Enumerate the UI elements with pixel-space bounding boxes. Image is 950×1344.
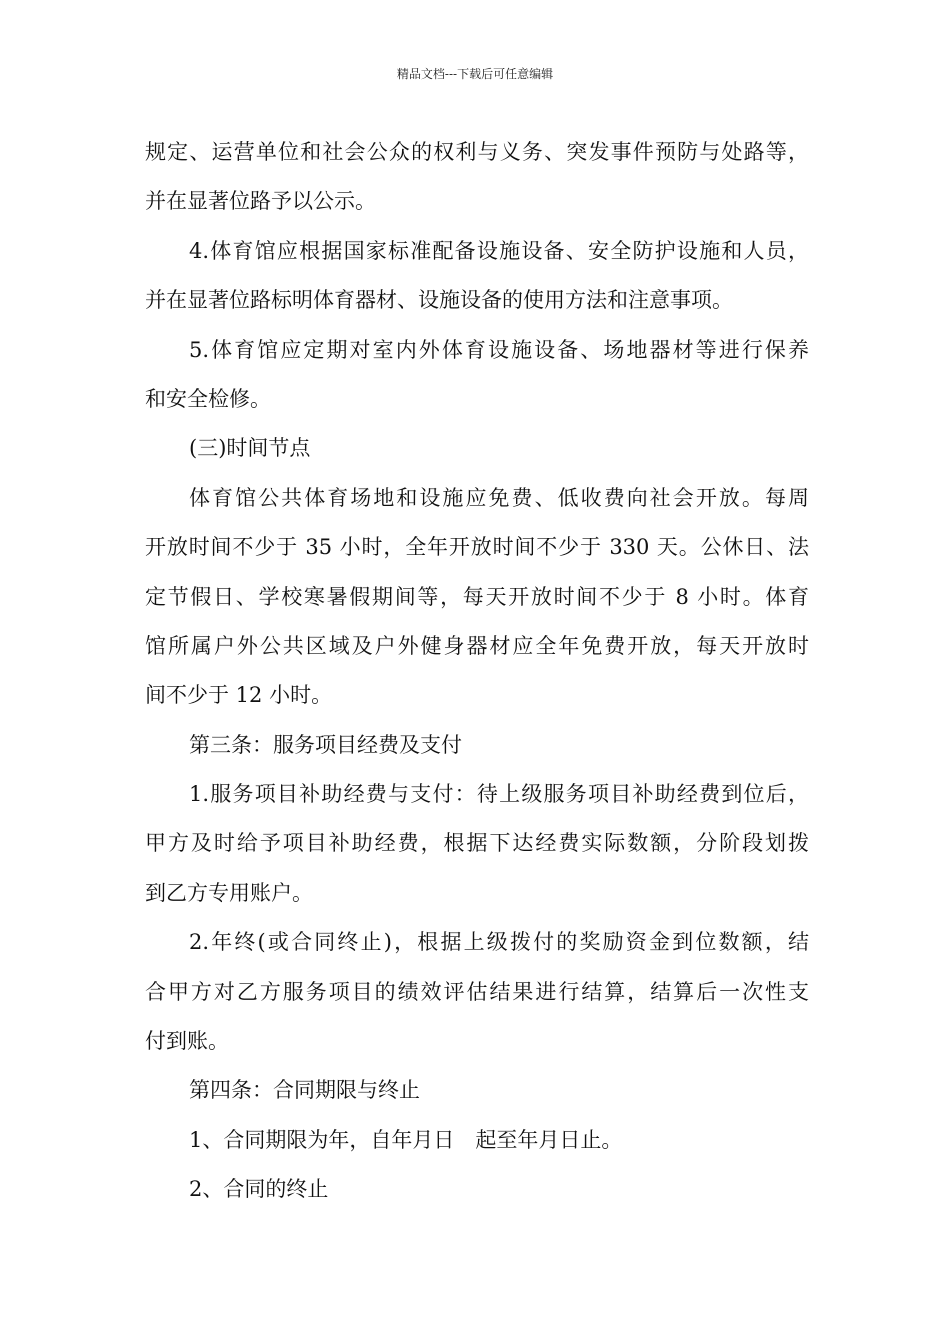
- text-line: 甲方及时给予项目补助经费，根据下达经费实际数额，分阶段划拨: [145, 831, 809, 856]
- text-line: 1.服务项目补助经费与支付：待上级服务项目补助经费到位后，: [189, 782, 809, 807]
- text-line: 体育馆公共体育场地和设施应免费、低收费向社会开放。每周: [189, 485, 809, 510]
- text-line: 1、合同期限为年，自年月日 起至年月日止。: [189, 1127, 623, 1152]
- text-line: 和安全检修。: [145, 386, 271, 411]
- text-line: 4.体育馆应根据国家标准配备设施设备、安全防护设施和人员，: [189, 238, 809, 263]
- page-header: 精品文档---下载后可任意编辑: [396, 67, 554, 81]
- text-line: 馆所属户外公共区域及户外健身器材应全年免费开放，每天开放时: [145, 633, 809, 658]
- text-line: 5.体育馆应定期对室内外体育设施设备、场地器材等进行保养: [189, 337, 809, 362]
- text-line: 合甲方对乙方服务项目的绩效评估结果进行结算，结算后一次性支: [145, 979, 809, 1004]
- text-line: 第四条：合同期限与终止: [189, 1078, 420, 1103]
- text-line: 2.年终(或合同终止)，根据上级拨付的奖励资金到位数额，结: [189, 930, 809, 955]
- text-line: 到乙方专用账户。: [145, 880, 313, 905]
- text-line: 第三条：服务项目经费及支付: [189, 732, 462, 757]
- text-line: 规定、运营单位和社会公众的权利与义务、突发事件预防与处路等，: [145, 140, 809, 164]
- text-line: 2、合同的终止: [189, 1177, 329, 1202]
- document-body: [145, 128, 809, 1215]
- text-line: 并在显著位路予以公示。: [145, 189, 376, 214]
- text-line: (三)时间节点: [189, 436, 311, 461]
- text-line: 开放时间不少于 35 小时，全年开放时间不少于 330 天。公休日、法: [145, 535, 809, 560]
- text-line: 定节假日、学校寒暑假期间等，每天开放时间不少于 8 小时。体育: [145, 584, 809, 609]
- text-line: 并在显著位路标明体育器材、设施设备的使用方法和注意事项。: [145, 288, 733, 313]
- text-line: 付到账。: [145, 1029, 229, 1054]
- text-line: 间不少于 12 小时。: [145, 683, 333, 708]
